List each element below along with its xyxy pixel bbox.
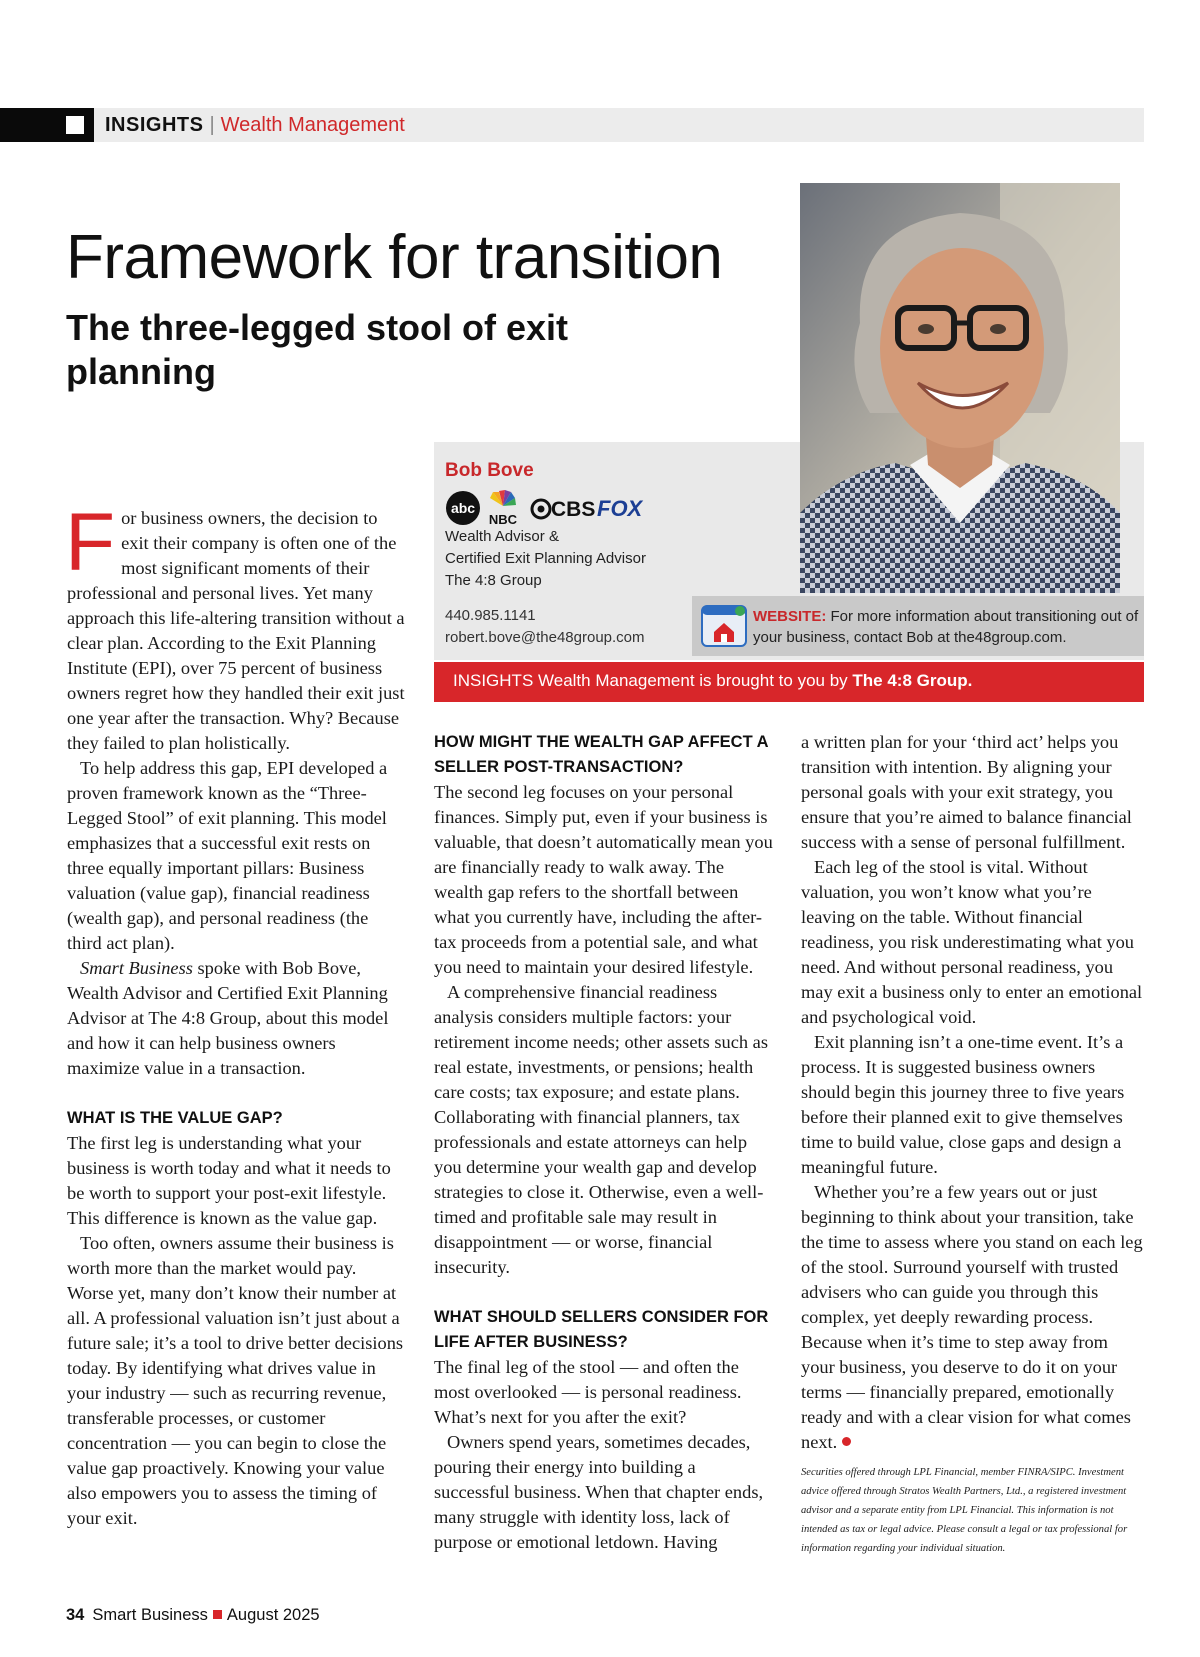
paragraph-text: or business owners, the decision to exit their company is often one of the most significant moments of their professional and personal lives. Yet many approach this life-altering transition without a clear plan. According to the Exit Planning Institute (EPI), over 75 percent of business owners regret how they handled their exit just one year after the transaction. Why? Because they failed to plan holistically. — [67, 508, 405, 753]
paragraph — [801, 1180, 1143, 1455]
media-logos — [445, 488, 645, 528]
sponsor-banner-text — [453, 671, 972, 691]
paragraph: A comprehensive financial readiness analysis considers multiple factors: your retirement income needs; other assets such as real estate, investments, or pensions; health care costs; tax exposure; and estate plans. Collaborating with financial planners, tax professionals and estate attorneys can help you determine your wealth gap and develop strategies to close it. Otherwise, even a well-timed and profitable sale may result in disappointment — or worse, financial insecurity. — [434, 982, 768, 1277]
svg-text:NBC: NBC — [488, 512, 518, 527]
cbs-logo-icon — [532, 498, 595, 521]
article-column-3 — [801, 730, 1143, 1455]
nbc-logo-icon — [489, 490, 518, 527]
drop-cap: F — [65, 497, 116, 588]
section-heading: WHAT SHOULD SELLERS CONSIDER FOR LIFE AFTER BUSINESS? — [434, 1308, 769, 1351]
paragraph-text: spoke with Bob Bove, Wealth Advisor and Certified Exit Planning Advisor at The 4:8 Group, about this model and how it can help business owners maximize value in a transaction. — [67, 958, 389, 1078]
abc-logo-icon — [446, 491, 480, 525]
paragraph — [65, 497, 407, 756]
article-title: Framework for transition — [66, 223, 723, 292]
page-number: 34 — [66, 1606, 85, 1624]
article-column-1 — [65, 497, 407, 1531]
footer-square-icon — [213, 1610, 222, 1619]
svg-text:abc: abc — [450, 500, 476, 516]
section-square-icon — [66, 116, 84, 134]
website-description: For more information about transitioning out of your business, contact Bob at the48group.com. — [753, 608, 1139, 646]
sponsor-name: The 4:8 Group. — [852, 671, 973, 690]
disclaimer: Securities offered through LPL Financial, member FINRA/SIPC. Investment advice offered through Stratos Wealth Partners, Ltd., a registered investment advisor and a separate entity from LPL Financial. This information is not intended as tax or legal advice. Please consult a legal or tax professional for information regarding your individual situation. — [801, 1467, 1128, 1554]
website-label: WEBSITE: — [753, 608, 827, 625]
end-mark-icon — [842, 1437, 851, 1446]
author-phone[interactable]: 440.985.1141 — [445, 607, 536, 624]
section-heading: WHAT IS THE VALUE GAP? — [67, 1109, 283, 1127]
issue-date: August 2025 — [226, 1606, 320, 1624]
paragraph: The final leg of the stool — and often the most overlooked — is personal readiness. What’s next for you after the exit? — [434, 1357, 742, 1427]
website-info — [753, 606, 1143, 648]
section-heading: HOW MIGHT THE WEALTH GAP AFFECT A SELLER POST-TRANSACTION? — [434, 733, 768, 776]
paragraph: The second leg focuses on your personal finances. Simply put, even if your business is valuable, that doesn’t automatically mean you are financially ready to walk away. The wealth gap refers to the shortfall between what you currently have, including the after-tax proceeds from a potential sale, and what you need to maintain your desired lifestyle. — [434, 782, 773, 977]
paragraph: Owners spend years, sometimes decades, pouring their energy into building a successful business. When that chapter ends, many struggle with identity loss, lack of purpose or emotional letdown. Having — [434, 1432, 764, 1552]
section-label: INSIGHTS — [105, 114, 204, 136]
paragraph — [67, 956, 407, 1081]
sponsor-banner-lead: INSIGHTS Wealth Management is brought to you by — [453, 671, 848, 690]
website-icon — [700, 602, 748, 650]
publication-title: Smart Business — [92, 1606, 208, 1624]
article-column-2 — [434, 730, 774, 1555]
section-separator: | — [209, 114, 215, 136]
author-email[interactable]: robert.bove@the48group.com — [445, 629, 645, 646]
paragraph-text: Whether you’re a few years out or just beginning to think about your transition, take the time to assess where you stand on each leg of the stool. Surround yourself with trusted advisers who can guide you through this complex, yet deeply rewarding process. Because when it’s time to step away from your business, you deserve to do it on your terms — financially prepared, emotionally ready and with a clear vision for what comes next. — [801, 1182, 1143, 1452]
paragraph: Exit planning isn’t a one-time event. It’s a process. It is suggested business owners should begin this journey three to five years before their planned exit to give themselves time to build value, close gaps and design a meaningful future. — [801, 1032, 1125, 1177]
svg-text:FOX: FOX — [597, 496, 643, 521]
author-company: The 4:8 Group — [445, 572, 542, 589]
paragraph: Too often, owners assume their business is worth more than the market would pay. Worse yet, many don’t know their number at all. A professional valuation isn’t just about a future sale; it’s a tool to drive better decisions today. By identifying what drives value in your industry — such as recurring revenue, transferable processes, or customer concentration — you can begin to close the value gap proactively. Knowing your value also empowers you to assess the timing of your exit. — [67, 1233, 404, 1528]
publication-name: Smart Business — [80, 958, 193, 978]
paragraph: The first leg is understanding what your business is worth today and what it needs to be worth to support your post-exit lifestyle. This difference is known as the value gap. — [67, 1133, 391, 1228]
page-footer — [66, 1606, 320, 1625]
author-role-line2: Certified Exit Planning Advisor — [445, 550, 646, 567]
section-header — [105, 111, 405, 139]
section-category: Wealth Management — [220, 114, 405, 136]
author-name: Bob Bove — [445, 460, 534, 481]
svg-text:CBS: CBS — [551, 498, 596, 521]
paragraph: a written plan for your ‘third act’ helps you transition with intention. By aligning your personal goals with your exit strategy, you ensure that you’re aimed to balance financial success with a sense of personal fulfillment. — [801, 732, 1132, 852]
paragraph: Each leg of the stool is vital. Without valuation, you won’t know what you’re leaving on the table. Without financial readiness, you risk underestimating what you need. And without personal readiness, you may exit a business only to enter an emotional and psychological void. — [801, 857, 1143, 1027]
author-photo — [800, 183, 1120, 593]
fox-logo-icon — [597, 496, 644, 521]
paragraph: To help address this gap, EPI developed a proven framework known as the “Three-Legged Stool” of exit planning. This model emphasizes that a successful exit rests on three equally important pillars: Business valuation (value gap), financial readiness (wealth gap), and personal readiness (the third act plan). — [67, 758, 388, 953]
author-role-line1: Wealth Advisor & — [445, 528, 559, 545]
article-subtitle: The three-legged stool of exit planning — [66, 307, 569, 392]
